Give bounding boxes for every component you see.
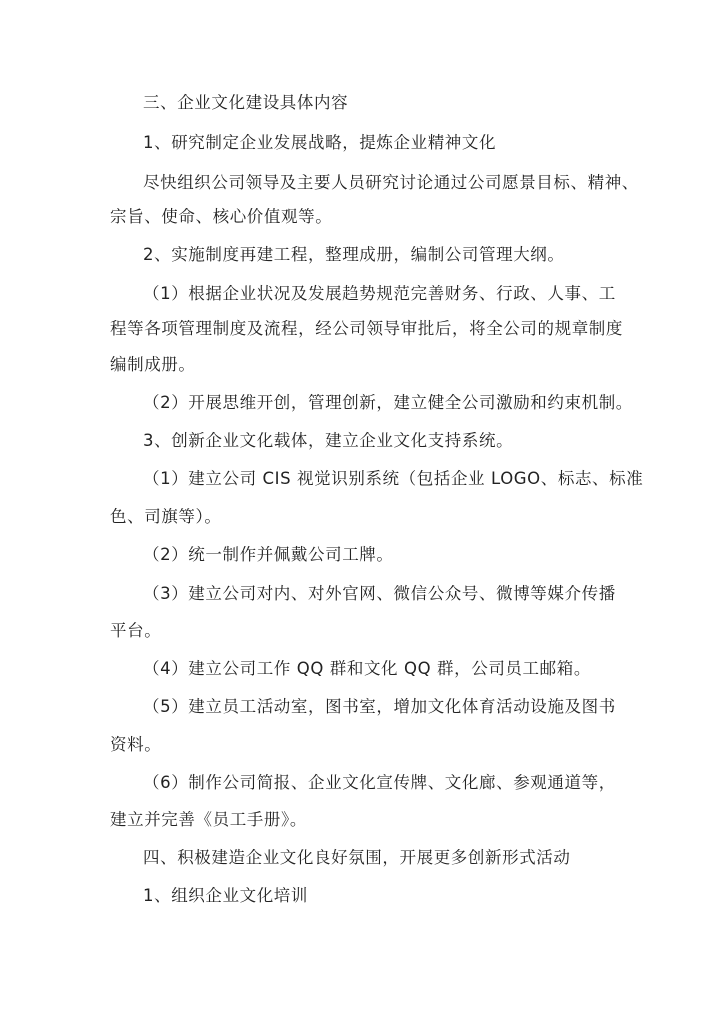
paragraph-line: 程等各项管理制度及流程，经公司领导审批后，将全公司的规章制度 (110, 319, 623, 338)
paragraph-line: （2）开展思维开创，管理创新，建立健全公司激励和约束机制。 (143, 393, 633, 412)
section-heading-4: 四、积极建造企业文化良好氛围，开展更多创新形式活动 (143, 848, 571, 867)
paragraph-line: 宗旨、使命、核心价值观等。 (110, 207, 333, 226)
paragraph-line: 资料。 (110, 735, 162, 754)
paragraph-line: （1）建立公司 CIS 视觉识别系统（包括企业 LOGO、标志、标准 (143, 469, 644, 488)
paragraph-line: （6）制作公司简报、企业文化宣传牌、文化廊、参观通道等， (143, 773, 616, 792)
paragraph-line: 尽快组织公司领导及主要人员研究讨论通过公司愿景目标、精神、 (143, 173, 639, 192)
item-heading-1: 1、研究制定企业发展战略，提炼企业精神文化 (143, 133, 497, 152)
paragraph-line: （2）统一制作并佩戴公司工牌。 (143, 545, 394, 564)
item-heading-2: 2、实施制度再建工程，整理成册，编制公司管理大纲。 (143, 245, 565, 264)
paragraph-line: （4）建立公司工作 QQ 群和文化 QQ 群，公司员工邮箱。 (143, 659, 591, 678)
paragraph-line: （3）建立公司对内、对外官网、微信公众号、微博等媒介传播 (143, 584, 616, 603)
paragraph-line: （5）建立员工活动室，图书室，增加文化体育活动设施及图书 (143, 697, 616, 716)
paragraph-line: 建立并完善《员工手册》。 (110, 810, 307, 829)
paragraph-line: 平台。 (110, 621, 162, 640)
paragraph-line: 色、司旗等）。 (110, 507, 222, 526)
item-heading-1: 1、组织企业文化培训 (143, 886, 308, 905)
paragraph-line: 编制成册。 (110, 355, 196, 374)
item-heading-3: 3、创新企业文化载体，建立企业文化支持系统。 (143, 431, 514, 450)
section-heading-3: 三、企业文化建设具体内容 (143, 93, 349, 112)
paragraph-line: （1）根据企业状况及发展趋势规范完善财务、行政、人事、工 (143, 284, 616, 303)
